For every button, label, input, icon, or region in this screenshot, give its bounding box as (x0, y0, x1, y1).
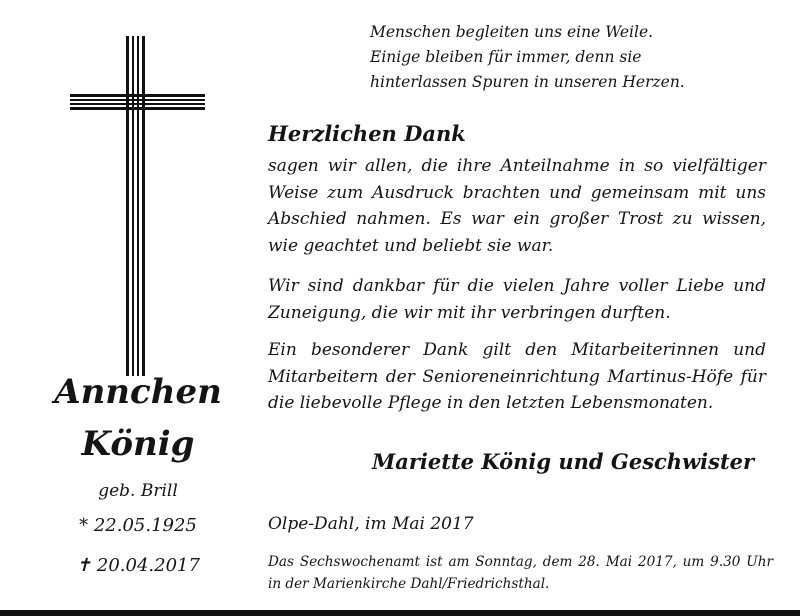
motto-verse (370, 20, 690, 95)
motto-line: Menschen begleiten uns eine Weile. (370, 23, 654, 41)
thanks-paragraph-2: Wir sind dankbar für die vielen Jahre voller Liebe und Zuneigung, die wir mit ihr verbringen durften. (268, 276, 766, 323)
deceased-last-name: König (81, 424, 195, 464)
thanks-paragraph-1: sagen wir allen, die ihre Anteilnahme in so vielfältiger Weise zum Ausdruck brachten und gemeinsam mit uns Abschied nahmen. Es war ein großer Trost zu wissen, wie geachtet und beliebt sie war. (268, 156, 766, 256)
motto-line: Einige bleiben für immer, denn sie (370, 48, 642, 66)
motto-line: hinterlassen Spuren in unseren Herzen. (370, 73, 685, 91)
cross-icon (70, 36, 205, 376)
maiden-name: geb. Brill (98, 481, 178, 501)
thanks-heading: Herzlichen Dank (268, 121, 466, 146)
birth-date: * 22.05.1925 (79, 515, 197, 536)
place-date: Olpe-Dahl, im Mai 2017 (268, 514, 474, 534)
mass-notice: Das Sechswochenamt ist am Sonntag, dem 28. Mai 2017, um 9.30 Uhr in der Marienkirche Dahl/Friedrichsthal. (268, 554, 773, 592)
death-date: ✝ 20.04.2017 (76, 555, 200, 576)
family-signoff: Mariette König und Geschwister (372, 449, 755, 474)
deceased-first-name: Annchen (54, 372, 222, 412)
thanks-paragraph-3: Ein besonderer Dank gilt den Mitarbeiterinnen und Mitarbeitern der Senioreneinrichtung Martinus-Höfe für die liebevolle Pflege in den letzten Lebensmonaten. (268, 340, 766, 413)
